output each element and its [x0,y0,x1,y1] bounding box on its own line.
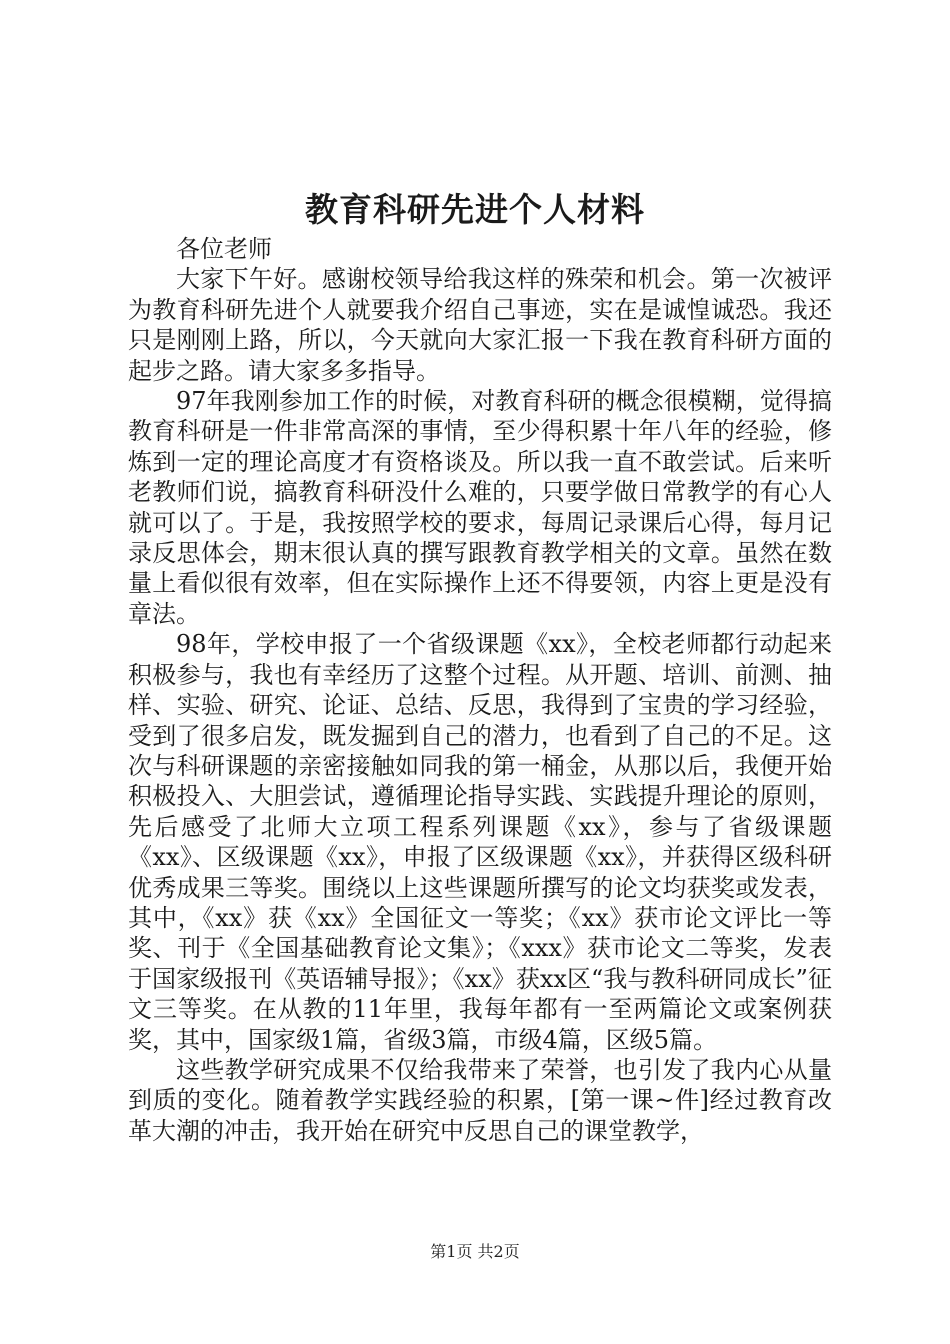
paragraph-4: 这些教学研究成果不仅给我带来了荣誉，也引发了我内心从量到质的变化。随着教学实践经验的积累，[第一课~件]经过教育改革大潮的冲击，我开始在研究中反思自己的课堂教学， [128,1055,832,1145]
document-body [128,234,832,1146]
paragraph-3: 98年，学校申报了一个省级课题《xx》，全校老师都行动起来积极参与，我也有幸经历了这整个过程。从开题、培训、前测、抽样、实验、研究、论证、总结、反思，我得到了宝贵的学习经验，受到了很多启发，既发掘到自己的潜力，也看到了自己的不足。这次与科研课题的亲密接触如同我的第一桶金，从那以后，我便开始积极投入、大胆尝试，遵循理论指导实践、实践提升理论的原则，先后感受了北师大立项工程系列课题《xx》，参与了省级课题《xx》、区级课题《xx》，申报了区级课题《xx》，并获得区级科研优秀成果三等奖。围绕以上这些课题所撰写的论文均获奖或发表，其中，《xx》获《xx》全国征文一等奖；《xx》获市论文评比一等奖、刊于《全国基础教育论文集》；《xxx》获市论文二等奖，发表于国家级报刊《英语辅导报》；《xx》获xx区“我与教科研同成长”征文三等奖。在从教的11年里，我每年都有一至两篇论文或案例获奖，其中，国家级1篇，省级3篇，市级4篇，区级5篇。 [128,630,832,1054]
paragraph-1: 大家下午好。感谢校领导给我这样的殊荣和机会。第一次被评为教育科研先进个人就要我介绍自己事迹，实在是诚惶诚恐。我还只是刚刚上路，所以，今天就向大家汇报一下我在教育科研方面的起步之路。请大家多多指导。 [128,265,832,385]
paragraph-2: 97年我刚参加工作的时候，对教育科研的概念很模糊，觉得搞教育科研是一件非常高深的事情，至少得积累十年八年的经验，修炼到一定的理论高度才有资格谈及。所以我一直不敢尝试。后来听老教师们说，搞教育科研没什么难的，只要学做日常教学的有心人就可以了。于是，我按照学校的要求，每周记录课后心得，每月记录反思体会，期末很认真的撰写跟教育教学相关的文章。虽然在数量上看似很有效率，但在实际操作上还不得要领，内容上更是没有章法。 [128,387,832,628]
salutation: 各位老师 [176,235,272,263]
page-number-footer: 第1页 共2页 [430,1242,520,1261]
document-title: 教育科研先进个人材料 [305,190,645,229]
